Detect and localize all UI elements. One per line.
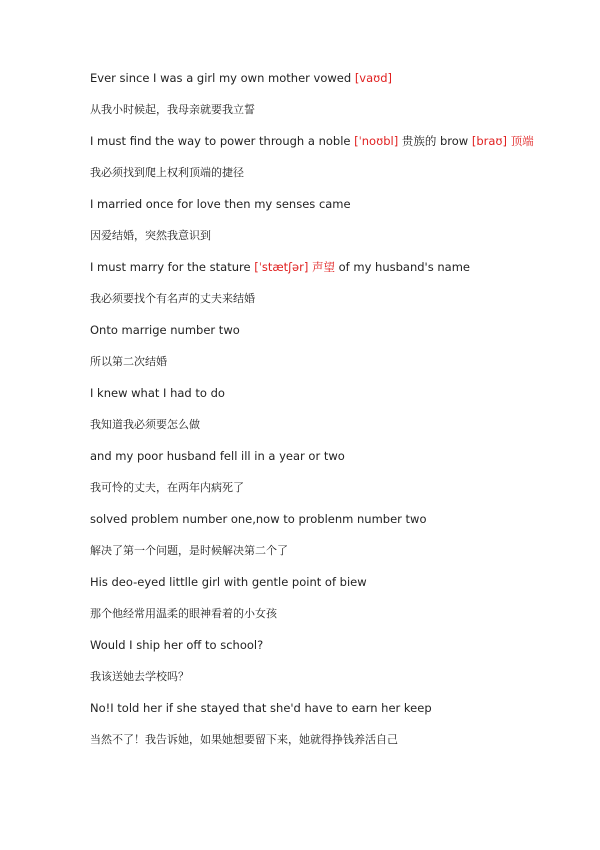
lyric-line-en-2 <box>90 133 534 149</box>
lyric-line-zh-8 <box>90 543 288 559</box>
translation-text: 因爱结婚，突然我意识到 <box>90 229 211 242</box>
lyric-line-en-6 <box>90 385 225 401</box>
lyric-line-zh-11 <box>90 732 398 748</box>
translation-text: 我该送她去学校吗？ <box>90 670 189 683</box>
lyric-line-zh-2 <box>90 165 244 181</box>
lyric-line-zh-5 <box>90 354 167 370</box>
translation-text: 我知道我必须要怎么做 <box>90 418 200 431</box>
lyric-line-zh-1 <box>90 102 255 118</box>
phonetic-stature: [ˈstætʃər] <box>254 260 309 274</box>
lyric-text: His deo-eyed littlle girl with gentle point of biew <box>90 575 367 589</box>
lyric-line-en-8 <box>90 511 427 527</box>
lyric-text: I must marry for the stature <box>90 260 251 274</box>
lyric-text: solved problem number one,now to problenm number two <box>90 512 427 526</box>
lyric-line-zh-3 <box>90 228 211 244</box>
lyric-line-zh-10 <box>90 669 189 685</box>
lyric-line-zh-9 <box>90 606 277 622</box>
lyric-line-en-4 <box>90 259 470 275</box>
lyric-text: Would I ship her off to school? <box>90 638 264 652</box>
translation-text: 我必须要找个有名声的丈夫来结婚 <box>90 292 255 305</box>
translation-text: 解决了第一个问题，是时候解决第二个了 <box>90 544 288 557</box>
lyric-line-zh-7 <box>90 480 244 496</box>
lyric-line-en-1 <box>90 70 392 86</box>
lyric-text: I knew what I had to do <box>90 386 225 400</box>
translation-text: 从我小时候起，我母亲就要我立誓 <box>90 103 255 116</box>
lyric-line-en-11 <box>90 700 432 716</box>
lyric-text-tail: of my husband's name <box>338 260 470 274</box>
lyric-text-brow: brow <box>440 134 469 148</box>
lyric-line-en-7 <box>90 448 345 464</box>
lyric-line-en-5 <box>90 322 240 338</box>
lyric-line-en-3 <box>90 196 351 212</box>
lyric-text: Ever since I was a girl my own mother vowed <box>90 71 352 85</box>
lyric-line-zh-6 <box>90 417 200 433</box>
lyric-text: No!I told her if she stayed that she'd have to earn her keep <box>90 701 432 715</box>
lyric-line-zh-4 <box>90 291 255 307</box>
translation-text: 我必须找到爬上权利顶端的捷径 <box>90 166 244 179</box>
translation-text: 当然不了！我告诉她，如果她想要留下来，她就得挣钱养活自己 <box>90 733 398 746</box>
phonetic-brow: [braʊ] <box>471 134 508 148</box>
phonetic-noble: [ˈnoʊbl] <box>354 134 399 148</box>
phonetic-vowed: [vaʊd] <box>354 71 393 85</box>
gloss-brow: 顶端 <box>510 134 534 148</box>
translation-text: 那个他经常用温柔的眼神看着的小女孩 <box>90 607 277 620</box>
lyric-text: I married once for love then my senses came <box>90 197 351 211</box>
lyric-line-en-9 <box>90 574 367 590</box>
translation-text: 我可怜的丈夫，在两年内病死了 <box>90 481 244 494</box>
lyric-text: and my poor husband fell ill in a year or two <box>90 449 345 463</box>
gloss-noble: 贵族的 <box>401 134 437 148</box>
lyric-text: I must find the way to power through a noble <box>90 134 351 148</box>
lyric-text: Onto marrige number two <box>90 323 240 337</box>
gloss-stature: 声望 <box>311 260 335 274</box>
lyric-line-en-10 <box>90 637 263 653</box>
translation-text: 所以第二次结婚 <box>90 355 167 368</box>
